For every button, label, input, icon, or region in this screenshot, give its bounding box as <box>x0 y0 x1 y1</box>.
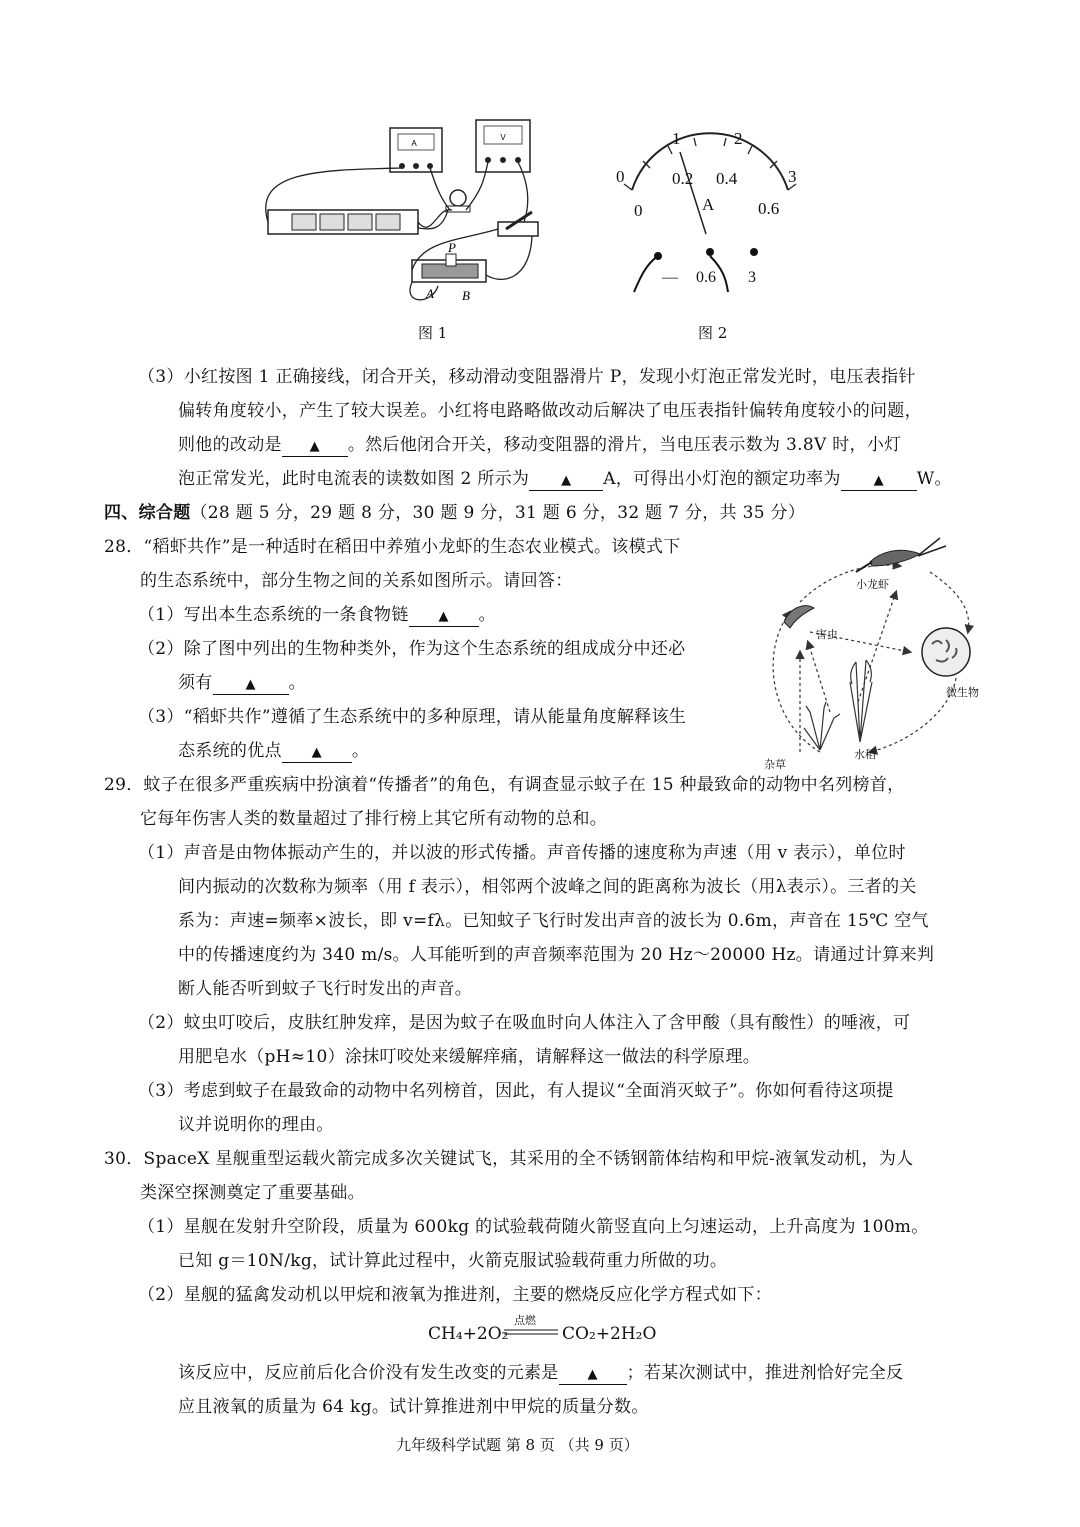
terminal-minus: — <box>662 269 678 286</box>
q30-part1-line1: （1）星舰在发射升空阶段，质量为 600kg 的试验载荷随火箭竖直向上匀速运动，上升高度为 100m。 <box>138 1217 929 1237</box>
page-footer: 九年级科学试题 第 8 页 （共 9 页） <box>396 1436 639 1454</box>
answer-blank[interactable]: ▲ <box>213 674 289 695</box>
q29-part2-line1: （2）蚊虫叮咬后，皮肤红肿发痒，是因为蚊子在吸血时向人体注入了含甲酸（具有酸性）的唾液，可 <box>138 1013 911 1033</box>
microbe-icon <box>922 628 970 676</box>
rheostat <box>412 240 486 303</box>
answer-blank[interactable]: ▲ <box>841 470 917 491</box>
equation-equals-sign <box>504 1328 558 1336</box>
q28-part3-line1: （3）“稻虾共作”遵循了生态系统中的多种原理，请从能量角度解释该生 <box>138 707 687 727</box>
answer-blank[interactable]: ▲ <box>529 470 603 491</box>
q29-part1-line1: （1）声音是由物体振动产生的，并以波的形式传播。声音传播的速度称为声速（用 v 表示），单位时 <box>138 843 906 863</box>
answer-blank[interactable]: ▲ <box>282 436 348 457</box>
q29-part3-line1: （3）考虑到蚊子在最致命的动物中名列榜首，因此，有人提议“全面消灭蚊子”。你如何看待这项提 <box>138 1081 894 1101</box>
equation-condition: 点燃 <box>514 1314 536 1327</box>
q29-part1-line3: 系为：声速=频率×波长，即 v=fλ。已知蚊子飞行时发出声音的波长为 0.6m，声音在 15℃ 空气 <box>178 911 929 931</box>
ammeter-label: A <box>411 139 417 148</box>
answer-blank[interactable]: ▲ <box>409 606 479 627</box>
q29-part2-line2: 用肥皂水（pH≈10）涂抹叮咬处来缓解痒痛，请解释这一做法的科学原理。 <box>178 1047 761 1067</box>
q30-line1: 30．SpaceX 星舰重型运载火箭完成多次关键试飞，其采用的全不锈钢箭体结构和甲烷-液氧发动机，为人 <box>104 1149 914 1169</box>
voltmeter <box>476 120 530 172</box>
fig1-caption: 图 1 <box>418 324 448 342</box>
inner-scale-06: 0.6 <box>758 199 780 218</box>
equation-left: CH₄+2O₂ <box>428 1324 509 1344</box>
q30-part2-line3: 应且液氧的质量为 64 kg。试计算推进剂中甲烷的质量分数。 <box>178 1397 649 1417</box>
inner-scale-04: 0.4 <box>716 169 738 188</box>
q30-part2-line2: 该反应中，反应前后化合价没有发生改变的元素是 ▲ ；若某次测试中，推进剂恰好完全反 <box>178 1363 904 1383</box>
section-4-heading: 四、综合题（28 题 5 分，29 题 8 分，30 题 9 分，31 题 6 分，32 题 7 分，共 35 分） <box>104 503 806 523</box>
q30-part2-line1: （2）星舰的猛禽发动机以甲烷和液氧为推进剂，主要的燃烧反应化学方程式如下： <box>138 1285 772 1305</box>
inner-scale-02: 0.2 <box>672 169 694 188</box>
switch-icon <box>498 212 538 236</box>
ammeter <box>390 128 442 172</box>
rice-label: 水稻 <box>854 748 876 761</box>
pest-label: 害虫 <box>816 628 838 641</box>
q29-part3-line2: 议并说明你的理由。 <box>178 1115 334 1135</box>
terminal-a-label: A <box>426 286 434 301</box>
weed-label: 杂草 <box>764 758 786 771</box>
q27-3-line2: 偏转角度较小，产生了较大误差。小红将电路略做改动后解决了电压表指针偏转角度较小的问题， <box>178 401 922 421</box>
q29-part1-line5: 断人能否听到蚊子飞行时发出的声音。 <box>178 979 473 999</box>
fig2-caption: 图 2 <box>698 324 728 342</box>
microbe-label: 微生物 <box>946 686 979 699</box>
answer-blank[interactable]: ▲ <box>559 1364 627 1385</box>
terminal-06: 0.6 <box>696 269 716 286</box>
q27-3-line4: 泡正常发光，此时电流表的读数如图 2 所示为 ▲ A，可得出小灯泡的额定功率为 ▲ W。 <box>178 469 952 489</box>
terminal-b-label: B <box>462 288 470 303</box>
slider-p-label: P <box>448 240 456 255</box>
equation-right: CO₂+2H₂O <box>562 1324 657 1344</box>
q27-3-line3: 则他的改动是 ▲ 。然后他闭合开关，移动变阻器的滑片，当电压表示数为 3.8V 时，小灯 <box>178 435 902 455</box>
q27-3-line1: （3）小红按图 1 正确接线，闭合开关，移动滑动变阻器滑片 P，发现小灯泡正常发光时，电压表指针 <box>138 367 916 387</box>
q28-part3-line2: 态系统的优点 ▲ 。 <box>178 741 370 761</box>
outer-scale-3: 3 <box>788 167 797 186</box>
q28-line1: 28．“稻虾共作”是一种适时在稻田中养殖小龙虾的生态农业模式。该模式下 <box>104 537 681 557</box>
q29-part1-line4: 中的传播速度约为 340 m/s。人耳能听到的声音频率范围为 20 Hz～20000 Hz。请通过计算来判 <box>178 945 935 965</box>
q28-part1: （1）写出本生态系统的一条食物链 ▲ 。 <box>138 605 496 625</box>
q28-line2: 的生态系统中，部分生物之间的关系如图所示。请回答： <box>140 571 573 591</box>
q29-line1: 29．蚊子在很多严重疾病中扮演着“传播者”的角色，有调查显示蚊子在 15 种最致命的动物中名列榜首， <box>104 775 905 795</box>
q30-line2: 类深空探测奠定了重要基础。 <box>140 1183 365 1203</box>
outer-scale-0: 0 <box>616 167 625 186</box>
crayfish-label: 小龙虾 <box>856 578 889 591</box>
terminal-3: 3 <box>748 269 756 286</box>
meter-dial-figure <box>610 118 810 298</box>
inner-scale-0: 0 <box>634 201 643 220</box>
ecosystem-diagram <box>760 532 990 772</box>
meter-unit-label: A <box>702 195 715 214</box>
q29-part1-line2: 间内振动的次数称为频率（用 f 表示），相邻两个波峰之间的距离称为波长（用λ表示）。三者的关 <box>178 877 917 897</box>
outer-scale-2: 2 <box>734 129 743 148</box>
q29-line2: 它每年伤害人类的数量超过了排行榜上其它所有动物的总和。 <box>140 809 608 829</box>
meter-pointer <box>680 152 706 234</box>
q28-part2-line1: （2）除了图中列出的生物种类外，作为这个生态系统的组成成分中还必 <box>138 639 686 659</box>
voltmeter-label: V <box>500 133 506 142</box>
outer-scale-1: 1 <box>672 129 681 148</box>
circuit-figure <box>262 110 562 310</box>
weed-icon <box>804 702 840 750</box>
pest-icon <box>784 606 814 628</box>
q30-part1-line2: 已知 g＝10N/kg，试计算此过程中，火箭克服试验载荷重力所做的功。 <box>178 1251 728 1271</box>
q28-part2-line2: 须有 ▲ 。 <box>178 673 306 693</box>
answer-blank[interactable]: ▲ <box>282 742 352 763</box>
